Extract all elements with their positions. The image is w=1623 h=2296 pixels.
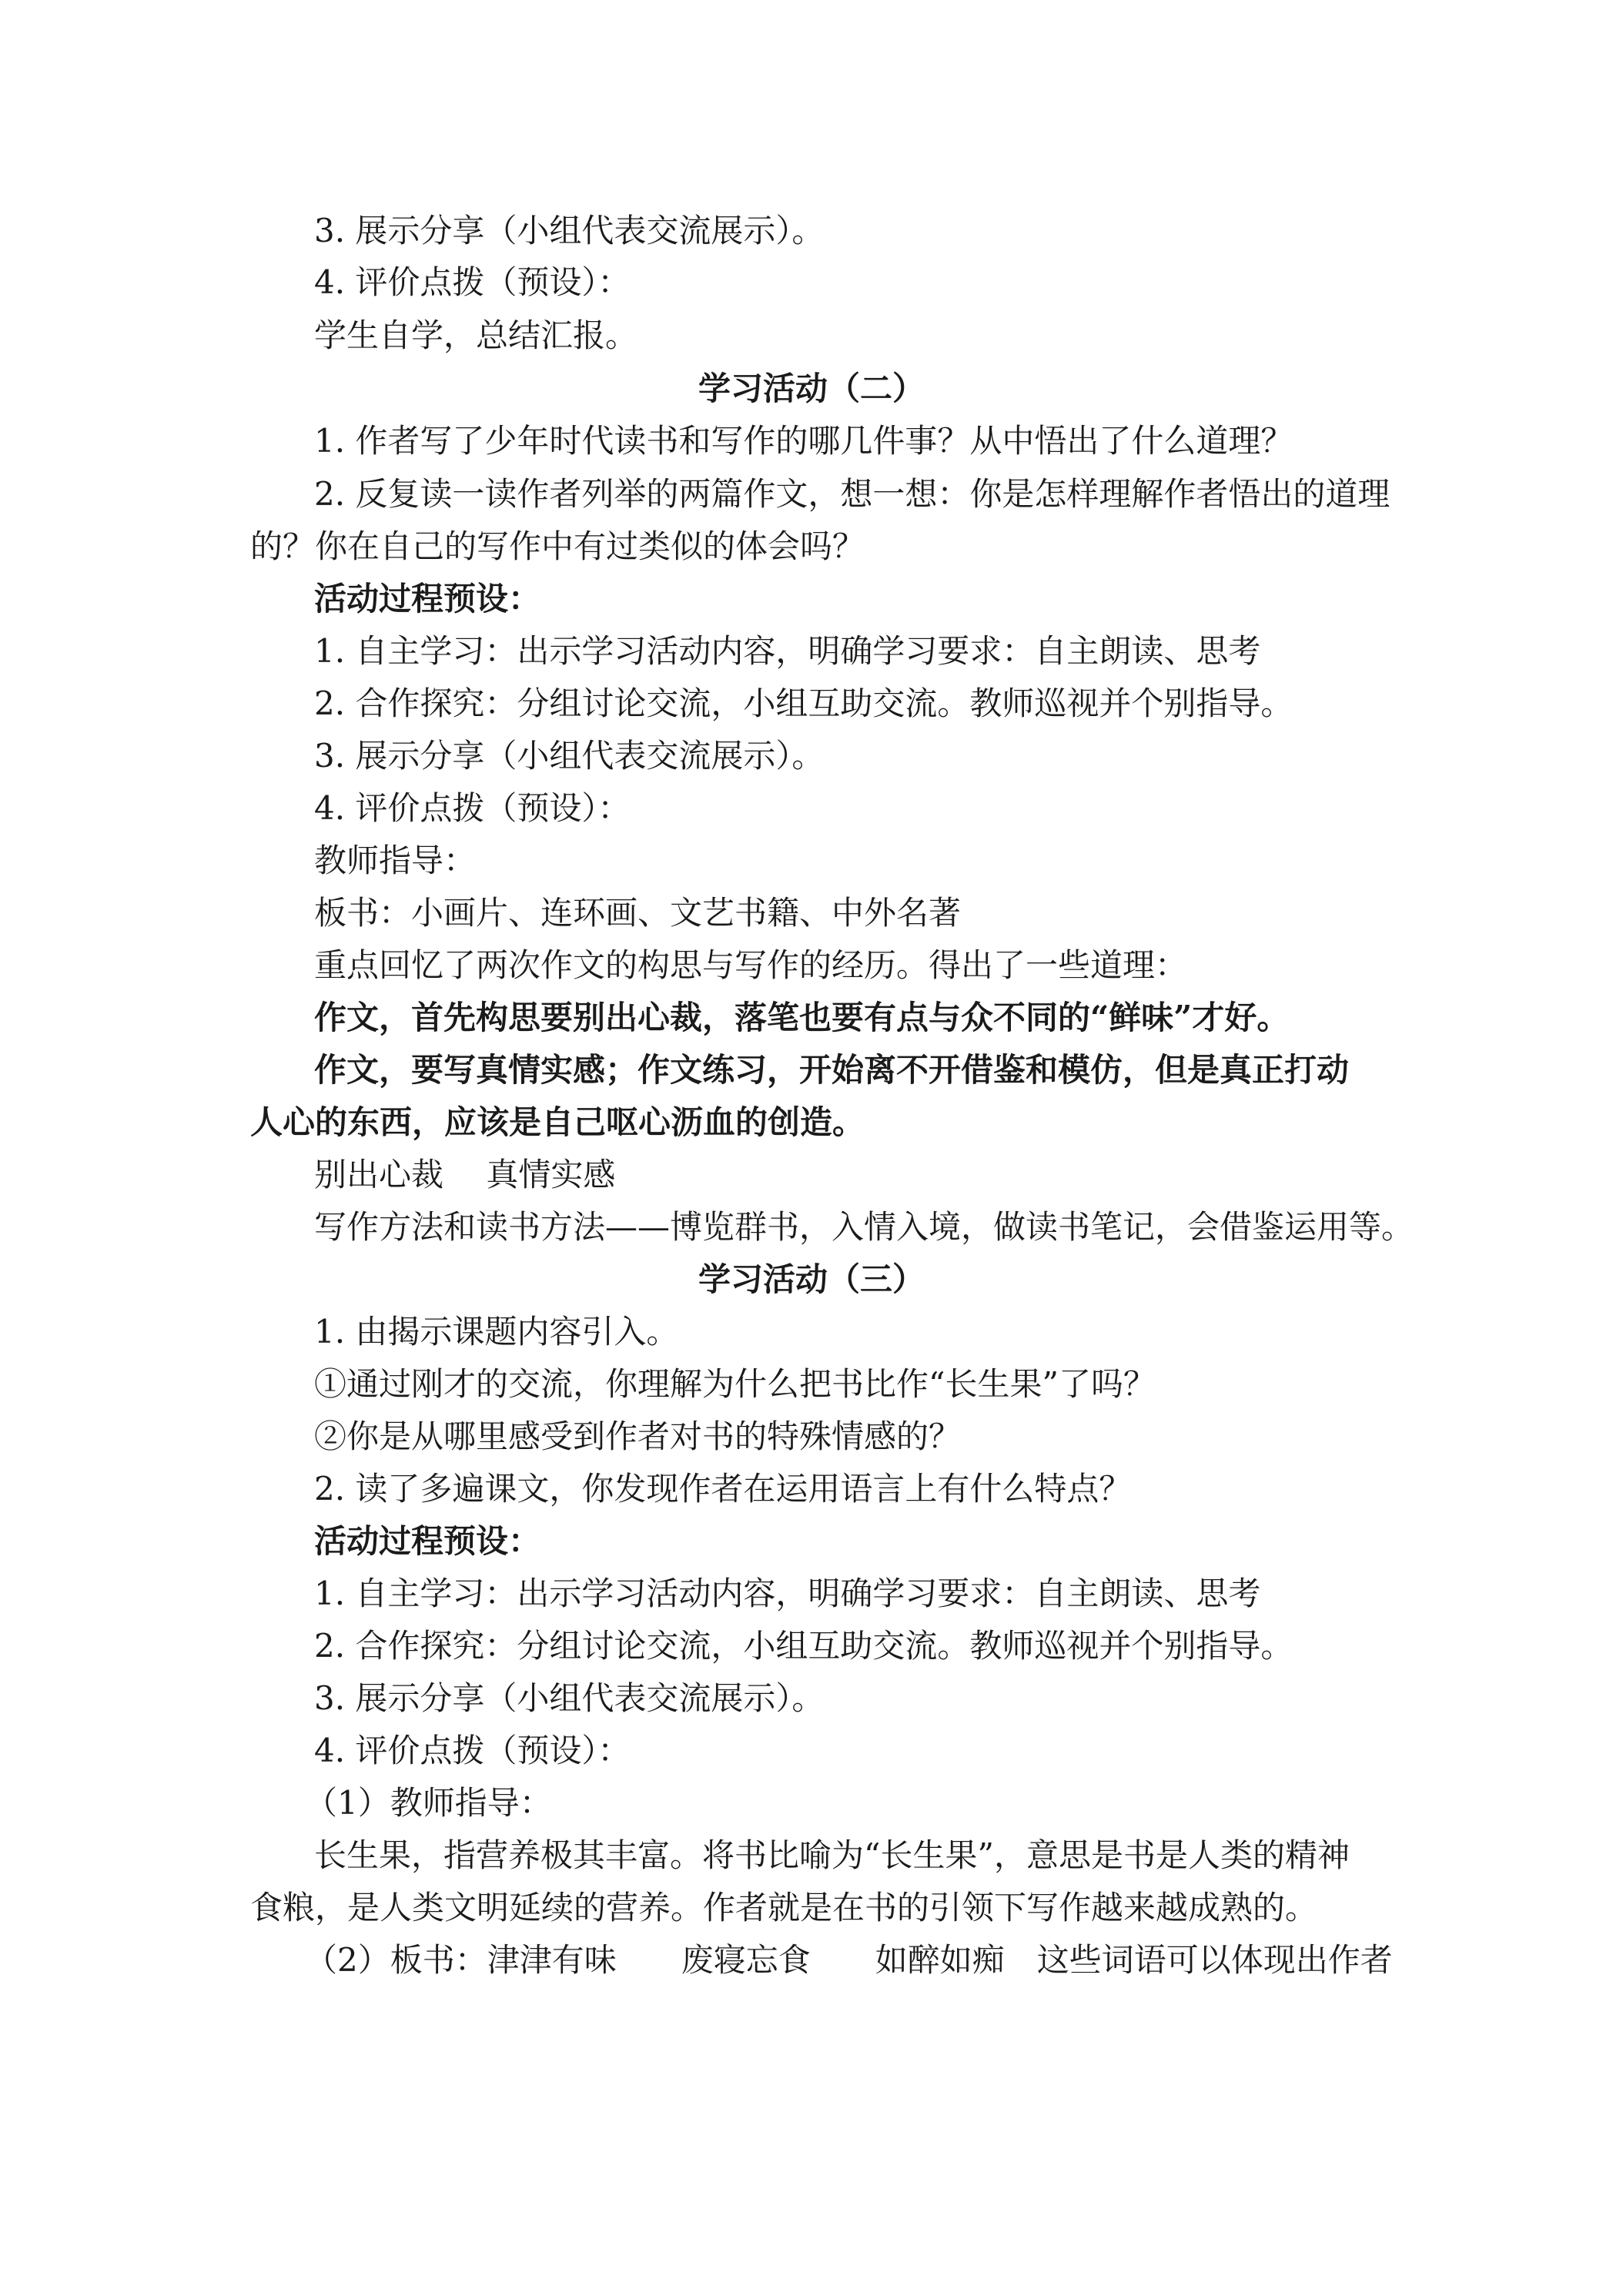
paragraph-line: 1. 作者写了少年时代读书和写作的哪几件事？从中悟出了什么道理？ (314, 422, 1293, 460)
paragraph-line: 4. 评价点拨（预设）： (314, 263, 631, 301)
emphasis-line: 作文，首先构思要别出心裁，落笔也要有点与众不同的“鲜味”才好。 (314, 999, 1290, 1036)
paragraph-line: 2. 合作探究：分组讨论交流，小组互助交流。教师巡视并个别指导。 (314, 1627, 1293, 1665)
section-heading: 学习活动（三） (698, 1260, 925, 1298)
paragraph-line: 写作方法和读书方法——博览群书，入情入境，做读书笔记，会借鉴运用等。 (314, 1208, 1414, 1246)
paragraph-line: 重点回忆了两次作文的构思与写作的经历。得出了一些道理： (314, 946, 1188, 984)
paragraph-line: （1）教师指导： (305, 1784, 552, 1822)
paragraph-line: 食粮，是人类文明延续的营养。作者就是在书的引领下写作越来越成熟的。 (250, 1889, 1318, 1926)
emphasis-line: 人心的东西，应该是自己呕心沥血的创造。 (250, 1103, 865, 1141)
paragraph-line: 1. 自主学习：出示学习活动内容，明确学习要求：自主朗读、思考 (314, 1575, 1261, 1612)
emphasis-line: 作文，要写真情实感；作文练习，开始离不开借鉴和模仿，但是真正打动 (314, 1051, 1350, 1089)
paragraph-line: 2. 反复读一读作者列举的两篇作文，想一想：你是怎样理解作者悟出的道理 (314, 475, 1390, 513)
subheading: 活动过程预设： (314, 580, 541, 618)
paragraph-line: 4. 评价点拨（预设）： (314, 789, 631, 827)
paragraph-line: 别出心裁 真情实感 (314, 1156, 616, 1193)
paragraph-line: ①通过刚才的交流，你理解为什么把书比作“长生果”了吗？ (314, 1365, 1156, 1403)
paragraph-line: 学生自学，总结汇报。 (314, 316, 638, 354)
paragraph-line: 板书：小画片、连环画、文艺书籍、中外名著 (314, 894, 962, 932)
paragraph-line: 3. 展示分享（小组代表交流展示）。 (314, 1679, 825, 1717)
paragraph-line: 2. 合作探究：分组讨论交流，小组互助交流。教师巡视并个别指导。 (314, 684, 1293, 722)
paragraph-line: 1. 由揭示课题内容引入。 (314, 1313, 679, 1350)
paragraph-line: 2. 读了多遍课文，你发现作者在运用语言上有什么特点？ (314, 1470, 1132, 1508)
paragraph-line: ②你是从哪里感受到作者对书的特殊情感的？ (314, 1417, 962, 1455)
paragraph-line: 1. 自主学习：出示学习活动内容，明确学习要求：自主朗读、思考 (314, 632, 1261, 670)
paragraph-line: （2）板书：津津有味 废寝忘食 如醉如痴 这些词语可以体现出作者 (305, 1941, 1393, 1979)
paragraph-line: 教师指导： (314, 842, 477, 879)
paragraph-line: 的？你在自己的写作中有过类似的体会吗？ (250, 527, 865, 565)
paragraph-line: 4. 评价点拨（预设）： (314, 1732, 631, 1769)
subheading: 活动过程预设： (314, 1522, 541, 1560)
paragraph-line: 3. 展示分享（小组代表交流展示）。 (314, 737, 825, 775)
section-heading: 学习活动（二） (698, 370, 925, 407)
paragraph-line: 长生果，指营养极其丰富。将书比喻为“长生果”，意思是书是人类的精神 (314, 1836, 1350, 1874)
paragraph-line: 3. 展示分享（小组代表交流展示）。 (314, 212, 825, 249)
